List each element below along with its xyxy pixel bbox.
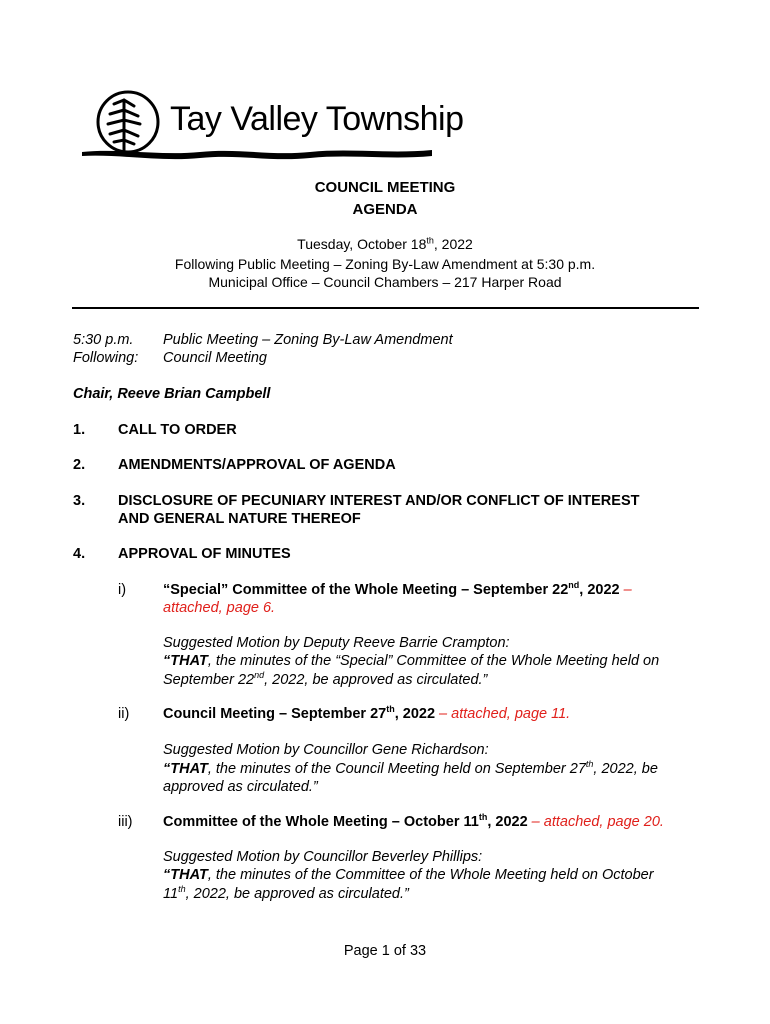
chair-line: Chair, Reeve Brian Campbell (73, 386, 271, 402)
schedule-time-1: 5:30 p.m. (73, 332, 134, 348)
item-2-number: 2. (73, 457, 86, 473)
item-1-label: CALL TO ORDER (118, 422, 237, 438)
item-2-label: AMENDMENTS/APPROVAL OF AGENDA (118, 457, 396, 473)
meeting-location: Municipal Office – Council Chambers – 217 Harper Road (208, 274, 562, 290)
minutes-1-roman: i) (118, 582, 127, 598)
minutes-1-motion-line2: September 22nd, 2022, be approved as circulated.” (163, 670, 488, 688)
schedule-event-2: Council Meeting (163, 350, 267, 366)
schedule-time-2: Following: (73, 350, 139, 366)
item-3-label-line2: AND GENERAL NATURE THEREOF (118, 511, 361, 527)
minutes-2-mover: Suggested Motion by Councillor Gene Richardson: (163, 742, 489, 758)
agenda-title-line1: COUNCIL MEETING (314, 179, 456, 196)
meeting-date: Tuesday, October 18th, 2022 (297, 235, 473, 252)
minutes-2-title: Council Meeting – September 27th, 2022 – attached, page 11. (163, 704, 571, 722)
minutes-1-attachment[interactable]: attached, page 6. (163, 600, 276, 616)
item-3-number: 3. (73, 493, 86, 509)
item-4-label: APPROVAL OF MINUTES (118, 546, 291, 562)
item-3-label-line1: DISCLOSURE OF PECUNIARY INTEREST AND/OR CONFLICT OF INTEREST (118, 493, 640, 509)
logo-text: Tay Valley Township (170, 100, 464, 138)
minutes-3-title: Committee of the Whole Meeting – October 11th, 2022 – attached, page 20. (163, 812, 664, 830)
agenda-title-line2: AGENDA (352, 201, 418, 218)
schedule-event-1: Public Meeting – Zoning By-Law Amendment (163, 332, 453, 348)
minutes-1-title: “Special” Committee of the Whole Meeting – September 22nd, 2022 – (163, 580, 632, 598)
minutes-3-motion-line2: 11th, 2022, be approved as circulated.” (163, 884, 409, 902)
minutes-1-motion-line1: “THAT, the minutes of the “Special” Committee of the Whole Meeting held on (163, 653, 660, 669)
minutes-3-roman: iii) (118, 814, 133, 830)
item-4-number: 4. (73, 546, 86, 562)
minutes-3-mover: Suggested Motion by Councillor Beverley Phillips: (163, 849, 483, 865)
minutes-2-roman: ii) (118, 706, 130, 722)
page-number: Page 1 of 33 (343, 943, 427, 959)
minutes-2-motion-line1: “THAT, the minutes of the Council Meeting held on September 27th, 2022, be (163, 759, 658, 777)
tree-icon (108, 100, 140, 152)
minutes-2-motion-line2: approved as circulated.” (163, 779, 318, 795)
minutes-1-mover: Suggested Motion by Deputy Reeve Barrie Crampton: (163, 635, 510, 651)
item-1-number: 1. (73, 422, 86, 438)
header-divider (72, 307, 699, 309)
minutes-3-motion-line1: “THAT, the minutes of the Committee of the Whole Meeting held on October (163, 867, 654, 883)
meeting-following: Following Public Meeting – Zoning By-Law Amendment at 5:30 p.m. (174, 256, 596, 272)
